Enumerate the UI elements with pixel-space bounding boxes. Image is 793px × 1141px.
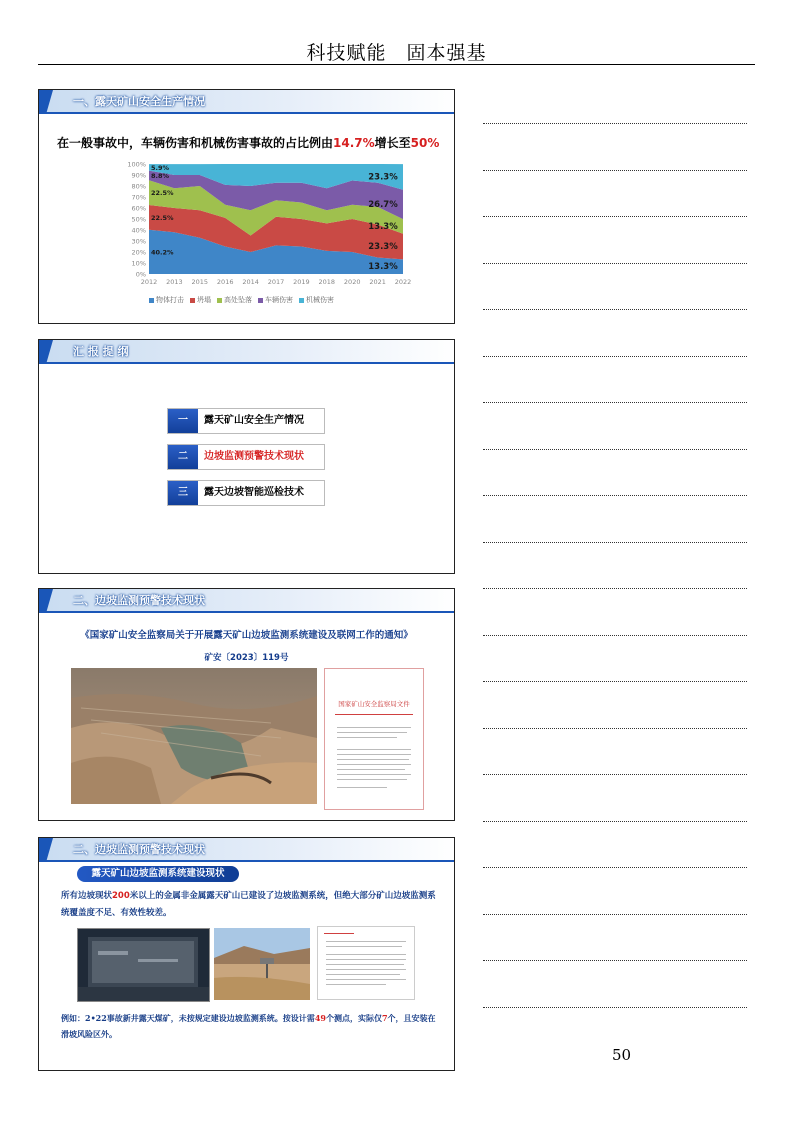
y-tick-label: 0% <box>135 270 146 279</box>
page-header-title: 科技赋能 固本强基 <box>306 42 487 64</box>
legend-swatch <box>299 298 304 303</box>
title-bar-underline <box>39 860 454 862</box>
notes-line <box>483 356 747 357</box>
x-tick-label: 2021 <box>369 278 386 286</box>
outline-number: 一 <box>168 409 198 433</box>
slide-1 <box>38 89 455 324</box>
doc-text-line <box>326 969 406 970</box>
summary-part: 在一般事故中，车辆伤害和机械伤害事故的占比例由 <box>57 136 334 150</box>
notice-heading: 《国家矿山安全监察局关于开展露天矿山边坡监测系统建设及联网工作的通知》 <box>80 630 413 641</box>
slide-title: 一、露天矿山安全生产情况 <box>73 95 205 108</box>
open-pit-mine-photo <box>71 668 317 804</box>
notice-document-thumbnail <box>324 668 424 810</box>
status-paragraph <box>61 888 441 922</box>
notes-line <box>483 402 747 403</box>
data-label: 22.5% <box>151 189 174 198</box>
notes-line <box>483 1007 747 1008</box>
data-label: 22.5% <box>151 213 174 222</box>
title-bar-underline <box>39 362 454 364</box>
x-tick-label: 2015 <box>191 278 209 286</box>
y-tick-label: 80% <box>131 182 146 191</box>
doc-text-line <box>326 946 402 947</box>
outline-label: 露天矿山安全生产情况 <box>204 415 304 426</box>
x-tick-label: 2014 <box>242 278 259 286</box>
slide-3 <box>38 588 455 821</box>
legend-label: 物体打击 <box>156 296 184 304</box>
data-label: 13.3% <box>368 221 398 232</box>
doc-text-line <box>337 727 411 728</box>
document-thumbnail-title: 国家矿山安全监察局文件 <box>338 700 410 708</box>
para-part: 所有边坡现状 <box>61 891 113 901</box>
y-tick-label: 90% <box>131 171 146 180</box>
slide-title: 汇 报 提 纲 <box>73 345 129 358</box>
doc-text-line <box>337 774 411 775</box>
slide-summary-text <box>57 134 439 151</box>
y-tick-label: 10% <box>131 259 146 268</box>
notes-line <box>483 542 747 543</box>
example-part: 个，且安装在滑坡风险区外。 <box>61 1013 436 1039</box>
doc-text-line <box>326 941 406 942</box>
doc-text-line <box>326 959 406 960</box>
outline-label: 露天边坡智能巡检技术 <box>204 487 304 498</box>
notes-line <box>483 960 747 961</box>
doc-red-rule <box>335 714 413 715</box>
notes-line <box>483 774 747 775</box>
doc-text-line <box>337 787 387 788</box>
title-bar-underline <box>39 112 454 114</box>
y-tick-label: 30% <box>131 237 146 246</box>
example-part: 个测点，实际仅 <box>325 1013 382 1023</box>
section-pill-label: 露天矿山边坡监测系统建设现状 <box>77 866 239 882</box>
y-tick-label: 70% <box>131 193 146 202</box>
x-tick-label: 2020 <box>343 278 361 286</box>
slide-2 <box>38 339 455 574</box>
monitoring-station-photo <box>77 928 210 1002</box>
y-tick-label: 20% <box>131 248 146 257</box>
notes-line <box>483 309 747 310</box>
outline-item-2[interactable] <box>167 444 325 470</box>
doc-text-line <box>326 984 386 985</box>
notes-line <box>483 681 747 682</box>
summary-highlight-start: 14.7% <box>333 136 375 150</box>
x-tick-label: 2022 <box>394 278 412 286</box>
example-highlight: 7 <box>381 1013 388 1023</box>
doc-text-line <box>337 759 409 760</box>
data-label: 23.3% <box>368 172 398 183</box>
doc-text-line <box>326 979 406 980</box>
outline-item-3[interactable] <box>167 480 325 506</box>
legend-label: 车辆伤害 <box>265 296 293 304</box>
example-paragraph <box>61 1010 441 1042</box>
doc-red-rule <box>324 933 354 934</box>
doc-text-line <box>337 754 411 755</box>
data-label: 5.9% <box>151 163 170 172</box>
data-label: 26.7% <box>368 199 398 210</box>
para-part: 米以上的金属非金属露天矿山已建设了边坡监测系统，但绝大部分矿山边坡监测系统覆盖度不足、有效性较差。 <box>61 891 436 918</box>
outline-number: 三 <box>168 481 198 505</box>
notes-line <box>483 588 747 589</box>
x-tick-label: 2013 <box>166 278 183 286</box>
page-number: 50 <box>612 1046 632 1064</box>
notes-line <box>483 821 747 822</box>
outline-item-1[interactable] <box>167 408 325 434</box>
notes-line <box>483 170 747 171</box>
x-tick-label: 2017 <box>267 278 285 286</box>
notes-line <box>483 635 747 636</box>
legend-swatch <box>217 298 222 303</box>
field-site-photo <box>214 928 310 1000</box>
legend-swatch <box>149 298 154 303</box>
x-tick-label: 2019 <box>293 278 310 286</box>
legend-swatch <box>190 298 195 303</box>
outline-label-active: 边坡监测预警技术现状 <box>204 451 304 462</box>
legend-swatch <box>258 298 263 303</box>
y-tick-label: 60% <box>131 204 146 213</box>
summary-part: 增长至 <box>374 136 411 150</box>
notes-line <box>483 216 747 217</box>
doc-text-line <box>326 954 406 955</box>
data-label: 13.3% <box>368 262 398 273</box>
para-highlight: 200 <box>112 891 130 901</box>
notes-line <box>483 123 747 124</box>
doc-text-line <box>337 764 411 765</box>
x-tick-label: 2012 <box>140 278 158 286</box>
data-label: 40.2% <box>151 248 174 257</box>
chart-legend <box>143 295 334 305</box>
notes-line <box>483 495 747 496</box>
notes-line <box>483 914 747 915</box>
example-highlight: 49 <box>314 1013 326 1023</box>
doc-text-line <box>326 974 400 975</box>
data-label: 8.8% <box>151 171 170 180</box>
y-tick-label: 40% <box>131 226 146 235</box>
doc-text-line <box>337 779 407 780</box>
title-bar-underline <box>39 611 454 613</box>
slide-title: 二、边坡监测预警技术现状 <box>73 594 205 607</box>
notes-line <box>483 449 747 450</box>
policy-document-thumbnail <box>317 926 415 1000</box>
legend-label: 机械伤害 <box>306 296 334 304</box>
doc-text-line <box>337 737 397 738</box>
notes-line <box>483 728 747 729</box>
legend-label: 高处坠落 <box>224 296 252 304</box>
notice-number: 矿安〔2023〕119号 <box>204 653 289 663</box>
notes-line <box>483 867 747 868</box>
y-tick-label: 100% <box>127 160 146 169</box>
notes-line <box>483 263 747 264</box>
summary-highlight-end: 50% <box>410 136 440 150</box>
header-divider <box>38 64 755 65</box>
x-tick-label: 2018 <box>318 278 336 286</box>
slide-4 <box>38 837 455 1071</box>
doc-text-line <box>337 749 411 750</box>
doc-text-line <box>326 964 404 965</box>
y-tick-label: 50% <box>131 215 146 224</box>
example-part: 例如：2•22事故新井露天煤矿，未按规定建设边坡监测系统。按设计需 <box>61 1013 315 1023</box>
data-label: 23.3% <box>368 242 398 253</box>
slide-title: 二、边坡监测预警技术现状 <box>73 843 205 856</box>
x-tick-label: 2016 <box>216 278 234 286</box>
doc-text-line <box>337 732 407 733</box>
outline-number: 二 <box>168 445 198 469</box>
legend-label: 坍塌 <box>197 296 211 304</box>
doc-text-line <box>337 769 405 770</box>
stacked-area-chart <box>119 160 419 296</box>
